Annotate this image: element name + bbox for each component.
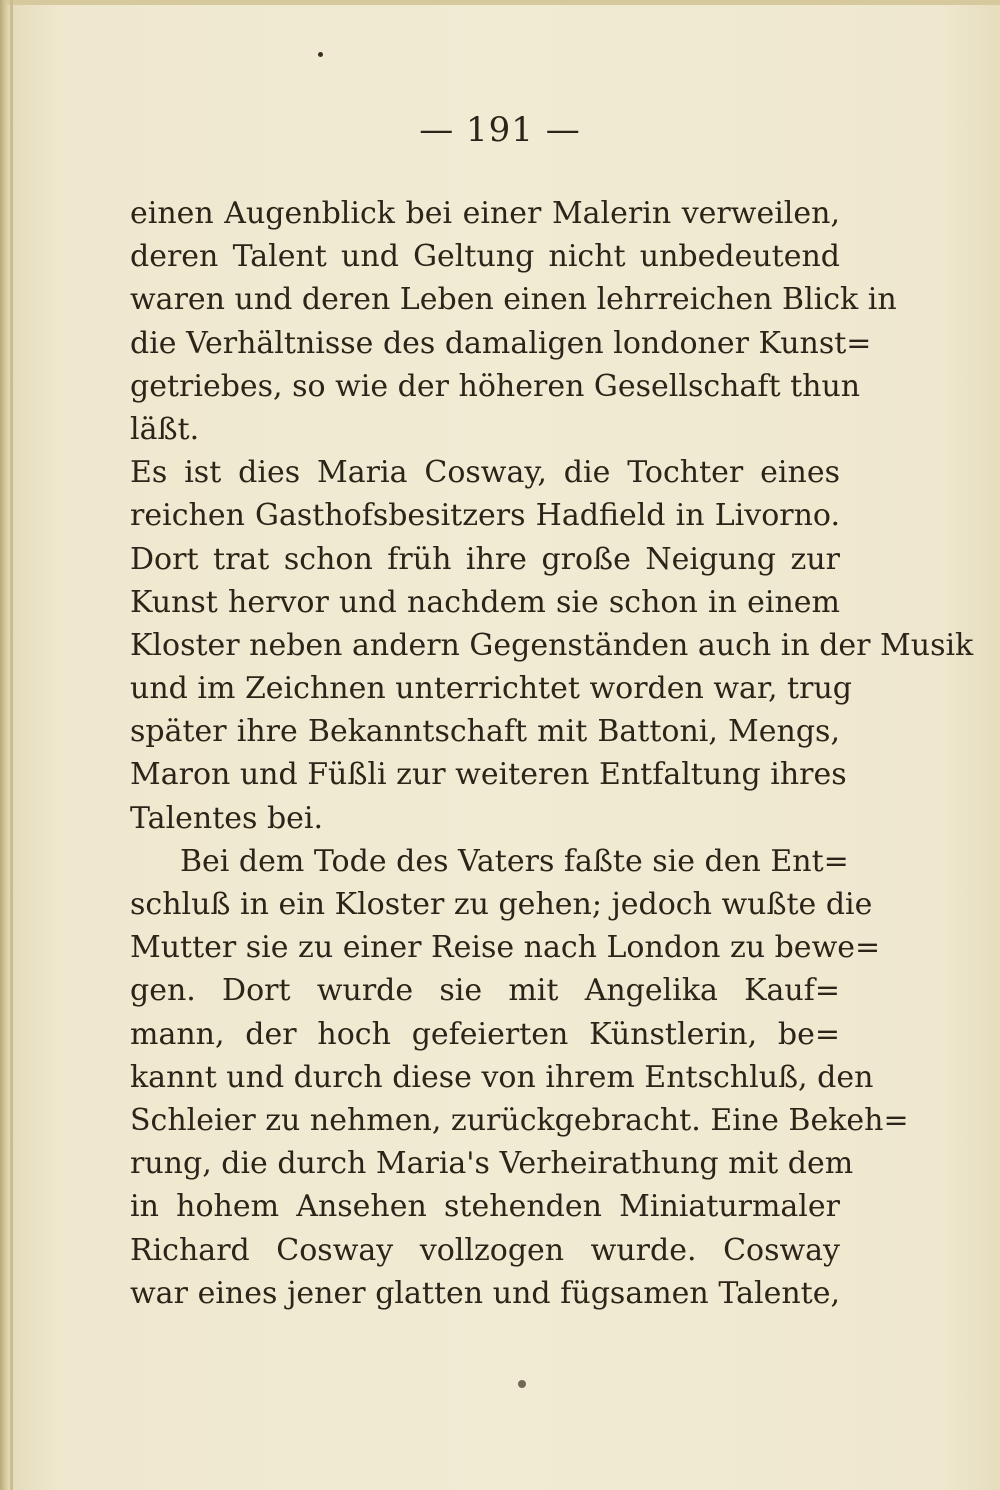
page-left-edge xyxy=(10,0,13,1490)
text-line: deren Talent und Geltung nicht unbedeutend xyxy=(130,239,840,275)
text-line: die Verhältnisse des damaligen londoner Kunst= xyxy=(130,325,872,361)
text-line: Talentes bei. xyxy=(130,800,324,836)
binding-shadow xyxy=(0,0,10,1490)
text-line: Schleier zu nehmen, zurückgebracht. Eine Bekeh= xyxy=(130,1102,909,1138)
text-line: reichen Gasthofsbesitzers Hadfield in Livorno. xyxy=(130,498,840,534)
text-line: später ihre Bekanntschaft mit Battoni, Mengs, xyxy=(130,714,840,750)
text-line: Es ist dies Maria Cosway, die Tochter eines xyxy=(130,455,840,491)
text-line: Richard Cosway vollzogen wurde. Cosway xyxy=(130,1232,840,1268)
page-number-header: — 191 — xyxy=(419,110,581,150)
text-line: getriebes, so wie der höheren Gesellschaft thun xyxy=(130,368,861,404)
text-line: in hohem Ansehen stehenden Miniaturmaler xyxy=(130,1189,840,1225)
ink-speck xyxy=(518,1380,526,1388)
text-line: war eines jener glatten und fügsamen Talente, xyxy=(130,1275,840,1311)
text-line: kannt und durch diese von ihrem Entschluß, den xyxy=(130,1059,874,1095)
text-line: läßt. xyxy=(130,411,200,447)
body-text xyxy=(130,192,974,1315)
ink-speck xyxy=(318,52,323,57)
text-line: rung, die durch Maria's Verheirathung mit dem xyxy=(130,1146,854,1182)
text-line: einen Augenblick bei einer Malerin verweilen, xyxy=(130,196,840,231)
text-line: Mutter sie zu einer Reise nach London zu bewe= xyxy=(130,930,881,966)
text-line: mann, der hoch gefeierten Künstlerin, be= xyxy=(130,1016,840,1052)
text-line: Maron und Füßli zur weiteren Entfaltung ihres xyxy=(130,757,847,793)
text-line: Kloster neben andern Gegenständen auch in der Musik xyxy=(130,627,974,663)
text-line: gen. Dort wurde sie mit Angelika Kauf= xyxy=(130,973,840,1009)
text-line: waren und deren Leben einen lehrreichen Blick in xyxy=(130,282,897,318)
page-top-edge xyxy=(0,0,1000,5)
text-line: schluß in ein Kloster zu gehen; jedoch wußte die xyxy=(130,887,873,922)
text-line: Kunst hervor und nachdem sie schon in einem xyxy=(130,584,840,620)
text-line: Bei dem Tode des Vaters faßte sie den Ent= xyxy=(180,843,849,879)
text-line: Dort trat schon früh ihre große Neigung zur xyxy=(130,541,840,577)
text-line: und im Zeichnen unterrichtet worden war, trug xyxy=(130,671,852,707)
